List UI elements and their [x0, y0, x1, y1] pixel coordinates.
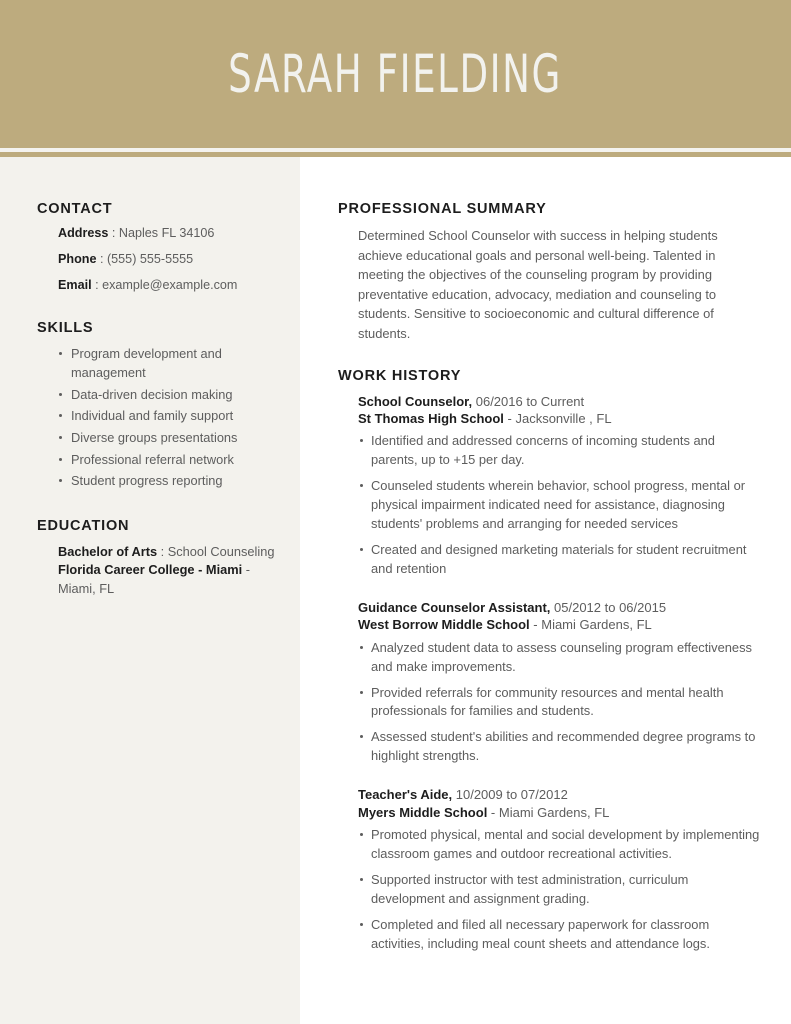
- contact-section: [37, 201, 276, 293]
- list-item: Program development and management: [58, 345, 276, 382]
- job-bullet-list: [358, 432, 761, 579]
- contact-list: [37, 226, 276, 293]
- education-section: [37, 518, 276, 598]
- list-item: Diverse groups presentations: [58, 429, 276, 448]
- job-company: Myers Middle School: [358, 804, 488, 820]
- contact-item-email: [58, 278, 276, 293]
- skills-section: [37, 320, 276, 491]
- education-degree: Bachelor of Arts: [58, 544, 158, 560]
- skills-heading: SKILLS: [37, 320, 94, 337]
- education-school-separator: -: [242, 562, 251, 578]
- job-company-line: [358, 804, 761, 821]
- work-history-entry-2: [338, 599, 761, 766]
- education-field: School Counseling: [167, 544, 275, 560]
- candidate-name: SARAH FIELDING: [228, 43, 563, 105]
- list-item: Identified and addressed concerns of incoming students and parents, up to +15 per day.: [358, 432, 761, 470]
- job-company-separator: -: [487, 804, 499, 820]
- professional-summary-heading: PROFESSIONAL SUMMARY: [338, 201, 547, 217]
- education-entry: [37, 543, 276, 598]
- job-location: Jacksonville , FL: [515, 410, 612, 426]
- list-item: Data-driven decision making: [58, 386, 276, 405]
- resume-body: [0, 157, 791, 1024]
- sidebar: [0, 157, 300, 1024]
- work-history-entry-3: [338, 786, 761, 953]
- contact-value-address: Naples FL 34106: [118, 226, 215, 240]
- job-location: Miami Gardens, FL: [541, 617, 652, 633]
- job-title-line: [358, 786, 761, 803]
- skills-list: [37, 345, 276, 491]
- job-company-separator: -: [529, 617, 542, 633]
- contact-separator-address: :: [108, 226, 119, 240]
- job-company: West Borrow Middle School: [358, 617, 530, 633]
- contact-value-phone: (555) 555-5555: [106, 252, 194, 267]
- resume-header: [0, 0, 791, 148]
- education-school: Florida Career College - Miami: [58, 562, 243, 578]
- list-item: Professional referral network: [58, 451, 276, 470]
- list-item: Individual and family support: [58, 407, 276, 426]
- contact-item-phone: [58, 252, 276, 267]
- list-item: Supported instructor with test administration, curriculum development and assignment grading.: [358, 871, 761, 909]
- list-item: Completed and filed all necessary paperwork for classroom activities, including meal count sheets and attendance logs.: [358, 916, 761, 954]
- list-item: Provided referrals for community resources and mental health professionals for families and students.: [358, 684, 761, 722]
- job-company-line: [358, 410, 761, 427]
- contact-separator-email: :: [91, 278, 103, 293]
- job-bullet-list: [358, 826, 761, 954]
- education-degree-separator: :: [157, 544, 168, 560]
- job-dates: 06/2016 to Current: [472, 393, 585, 409]
- contact-value-email: example@example.com: [102, 278, 238, 293]
- contact-label-phone: Phone: [58, 252, 97, 267]
- job-dates: 10/2009 to 07/2012: [452, 787, 568, 803]
- list-item: Student progress reporting: [58, 472, 276, 491]
- list-item: Promoted physical, mental and social development by implementing classroom games and outdoor recreational activities.: [358, 826, 761, 864]
- contact-separator-phone: :: [96, 252, 107, 267]
- job-title-line: [358, 599, 761, 616]
- job-title: Guidance Counselor Assistant,: [358, 600, 551, 615]
- job-title: Teacher's Aide,: [358, 787, 453, 803]
- contact-label-email: Email: [58, 278, 92, 293]
- contact-item-address: [58, 226, 276, 241]
- job-title-line: [358, 393, 761, 410]
- contact-label-address: Address: [58, 226, 109, 240]
- list-item: Assessed student's abilities and recommended degree programs to highlight strengths.: [358, 728, 761, 766]
- list-item: Created and designed marketing materials for student recruitment and retention: [358, 541, 761, 579]
- education-location: Miami, FL: [58, 580, 115, 596]
- work-history-heading: WORK HISTORY: [338, 367, 462, 384]
- job-company-line: [358, 616, 761, 633]
- main-column: [300, 157, 791, 1024]
- list-item: Analyzed student data to assess counseling program effectiveness and make improvements.: [358, 639, 761, 677]
- professional-summary-text: Determined School Counselor with success in helping students achieve educational goals and personal well-being. Talented in meeting the objectives of the counseling program by providing preventative education, advocacy, mediation and counseling to students. Sensitive to socioeconomic and cultural difference of students.: [358, 228, 718, 342]
- job-bullet-list: [358, 639, 761, 767]
- education-heading: EDUCATION: [37, 518, 130, 535]
- job-company-separator: -: [503, 410, 516, 426]
- job-title: School Counselor,: [358, 393, 473, 409]
- job-dates: 05/2012 to 06/2015: [550, 600, 667, 615]
- list-item: Counseled students wherein behavior, school progress, mental or physical impairment indicated need for assistance, diagnosing students' problems and arranging for needed services: [358, 477, 761, 534]
- job-location: Miami Gardens, FL: [498, 804, 610, 820]
- job-company: St Thomas High School: [358, 410, 504, 426]
- work-history-entry-1: [338, 393, 761, 579]
- work-history-section: [338, 368, 761, 954]
- professional-summary-section: [338, 201, 761, 344]
- contact-heading: CONTACT: [37, 201, 113, 217]
